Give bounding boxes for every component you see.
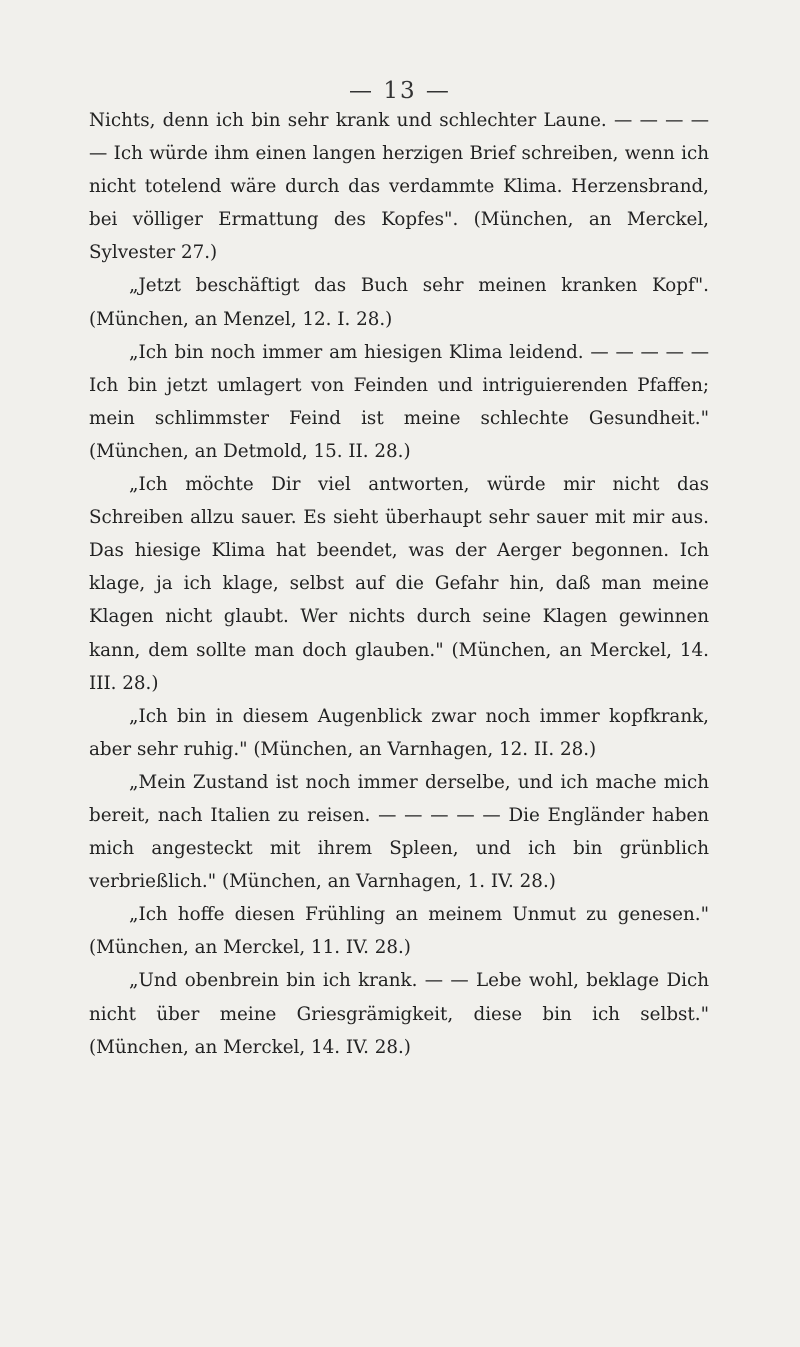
paragraph: „Mein Zustand ist noch immer derselbe, und ich mache mich bereit, nach Italien zu reisen. — — — — — Die Engländer haben mich angesteckt mit ihrem Spleen, und ich bin grünblich verbrießlich." (München, an Varnhagen, 1. IV. 28.): [89, 771, 709, 893]
body-text: [89, 104, 709, 1064]
paragraph: „Ich hoffe diesen Frühling an meinem Unmut zu genesen." (München, an Merckel, 11. IV. 28.): [89, 904, 709, 959]
paragraph: „Ich bin noch immer am hiesigen Klima leidend. — — — — — Ich bin jetzt umlagert von Feinden und intriguierenden Pfaffen; mein schlimmster Feind ist meine schlechte Gesundheit." (München, an Detmold, 15. II. 28.): [89, 341, 709, 462]
paragraph: „Ich möchte Dir viel antworten, würde mir nicht das Schreiben allzu sauer. Es sieht überhaupt sehr sauer mit mir aus. Das hiesige Klima hat beendet, was der Aerger begonnen. Ich klage, ja ich klage, selbst auf die Gefahr hin, daß man meine Klagen nicht glaubt. Wer nichts durch seine Klagen gewinnen kann, dem sollte man doch glauben." (München, an Merckel, 14. III. 28.): [89, 474, 709, 694]
paragraph: Nichts, denn ich bin sehr krank und schlechter Laune. — — — — — Ich würde ihm einen langen herzigen Brief schreiben, wenn ich nicht totelend wäre durch das verdammte Klima. Herzensbrand, bei völliger Ermattung des Kopfes". (München, an Merckel, Sylvester 27.): [89, 110, 709, 264]
paragraph: „Ich bin in diesem Augenblick zwar noch immer kopfkrank, aber sehr ruhig." (München, an Varnhagen, 12. II. 28.): [89, 705, 709, 760]
paragraph: „Und obenbrein bin ich krank. — — Lebe wohl, beklage Dich nicht über meine Griesgrämigkeit, diese bin ich selbst." (München, an Merckel, 14. IV. 28.): [89, 970, 709, 1058]
page-number-header: — 13 —: [349, 78, 451, 104]
paragraph: „Jetzt beschäftigt das Buch sehr meinen kranken Kopf". (München, an Menzel, 12. I. 28.): [89, 275, 709, 330]
